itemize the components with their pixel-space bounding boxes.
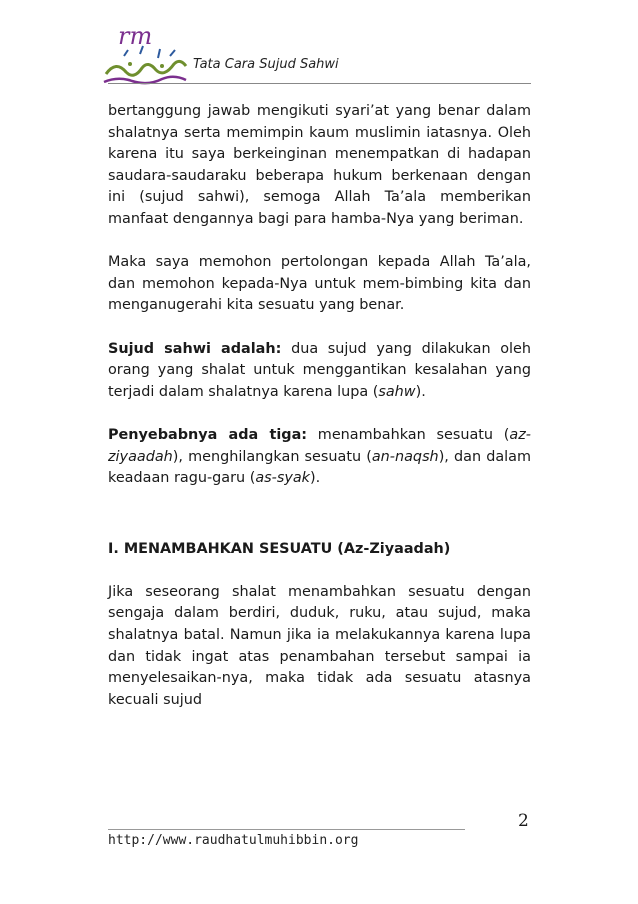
logo-graphic: [100, 20, 192, 90]
causes-text-2: ), menghilangkan sesuatu (: [172, 448, 372, 465]
header-title: Tata Cara Sujud Sahwi: [193, 57, 339, 72]
causes-lead: Penyebabnya ada tiga:: [108, 426, 308, 443]
page-body: [108, 101, 531, 733]
term-as-syak: as-syak: [255, 470, 311, 487]
causes-text-1: menambahkan sesuatu (: [307, 426, 510, 443]
paragraph-3-definition: [108, 339, 531, 404]
header-divider: [108, 83, 531, 84]
svg-text:rm: rm: [118, 22, 153, 50]
term-az-ziyaadah: az-ziyaadah: [108, 426, 531, 465]
paragraph-4-causes: [108, 425, 531, 490]
site-logo: [100, 20, 192, 90]
paragraph-5: Jika seseorang shalat menambahkan sesuatu dengan sengaja dalam berdiri, duduk, ruku, atau sujud, maka shalatnya batal. Namun jika ia melakukannya karena lupa dan tidak ingat atas penambahan tersebut sampai ia menyelesaikan-nya, maka tidak ada sesuatu atasnya kecuali sujud: [108, 583, 531, 708]
paragraph-2: Maka saya memohon pertolongan kepada Allah Ta’ala, dan memohon kepada-Nya untuk mem-bimbing kita dan menganugerahi kita sesuatu yang benar.: [108, 254, 531, 314]
term-an-naqsh: an-naqsh: [371, 448, 439, 465]
definition-end: ).: [415, 383, 426, 400]
section-heading: I. MENAMBAHKAN SESUATU (Az-Ziyaadah): [108, 540, 451, 557]
term-sahw: sahw: [378, 383, 416, 400]
page-number: 2: [518, 811, 529, 831]
footer-url-link[interactable]: http://www.raudhatulmuhibbin.org: [108, 833, 359, 848]
footer-divider: [108, 829, 465, 830]
causes-text-3: ), dan dalam keadaan ragu-garu (: [108, 448, 531, 487]
paragraph-1: bertanggung jawab mengikuti syari’at yang benar dalam shalatnya serta memimpin kaum muslimin iatasnya. Oleh karena itu saya berkeinginan menempatkan di hadapan saudara-saudaraku beberapa hukum berkenaan dengan ini (sujud sahwi), semoga Allah Ta’ala memberikan manfaat dengannya bagi para hamba-Nya yang beriman.: [108, 103, 531, 227]
definition-text: dua sujud yang dilakukan oleh orang yang shalat untuk menggantikan kesalahan yang terjadi dalam shalatnya karena lupa (: [108, 340, 531, 400]
definition-lead: Sujud sahwi adalah:: [108, 340, 282, 357]
causes-text-4: ).: [310, 470, 321, 487]
